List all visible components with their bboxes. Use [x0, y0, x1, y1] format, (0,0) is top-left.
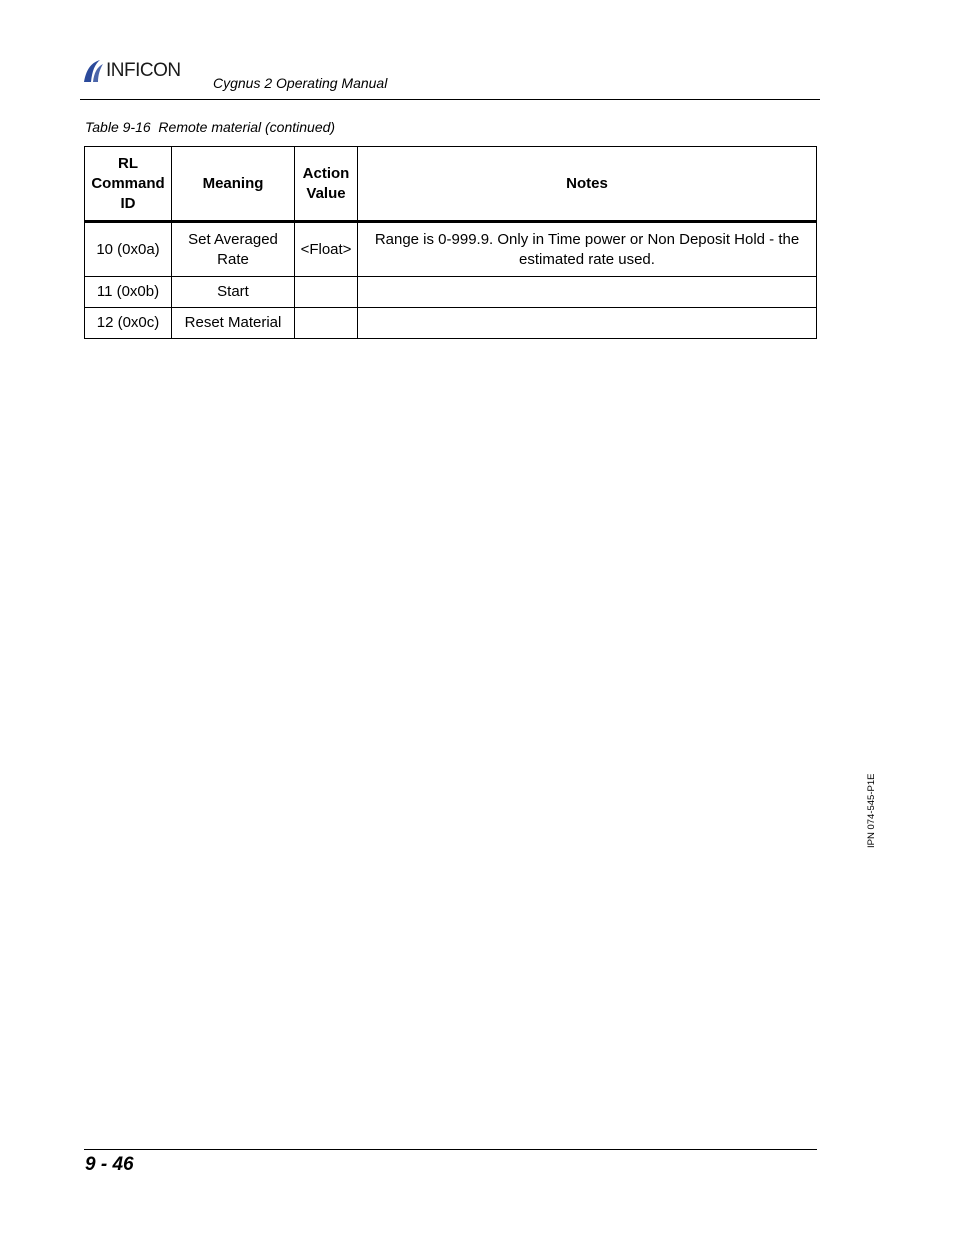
cell-action-value — [295, 308, 358, 339]
cell-command-id: 11 (0x0b) — [85, 277, 172, 308]
cell-meaning: Set Averaged Rate — [172, 222, 295, 277]
header-action-value: Action Value — [295, 147, 358, 222]
cell-action-value — [295, 277, 358, 308]
page-number: 9 - 46 — [85, 1154, 134, 1175]
inficon-logo — [82, 58, 181, 84]
header-rule — [80, 99, 820, 100]
table-row — [85, 222, 817, 277]
table-row — [85, 308, 817, 339]
cell-notes — [358, 277, 817, 308]
cell-notes — [358, 308, 817, 339]
cell-command-id: 10 (0x0a) — [85, 222, 172, 277]
cell-action-value: <Float> — [295, 222, 358, 277]
table-caption: Table 9-16 Remote material (continued) — [85, 119, 336, 135]
remote-material-table — [84, 146, 817, 339]
logo-wordmark: INFICON — [106, 60, 181, 81]
cell-command-id: 12 (0x0c) — [85, 308, 172, 339]
cell-notes: Range is 0-999.9. Only in Time power or Non Deposit Hold - the estimated rate used. — [358, 222, 817, 277]
header-command-id: RL Command ID — [85, 147, 172, 222]
header-meaning: Meaning — [172, 147, 295, 222]
inficon-logo-icon — [82, 59, 104, 83]
cell-meaning: Reset Material — [172, 308, 295, 339]
manual-title: Cygnus 2 Operating Manual — [213, 75, 388, 91]
ipn-side-label: IPN 074-545-P1E — [866, 773, 877, 848]
footer-rule — [84, 1149, 817, 1150]
cell-meaning: Start — [172, 277, 295, 308]
table-header-row — [85, 147, 817, 222]
header-notes: Notes — [358, 147, 817, 222]
table-row — [85, 277, 817, 308]
